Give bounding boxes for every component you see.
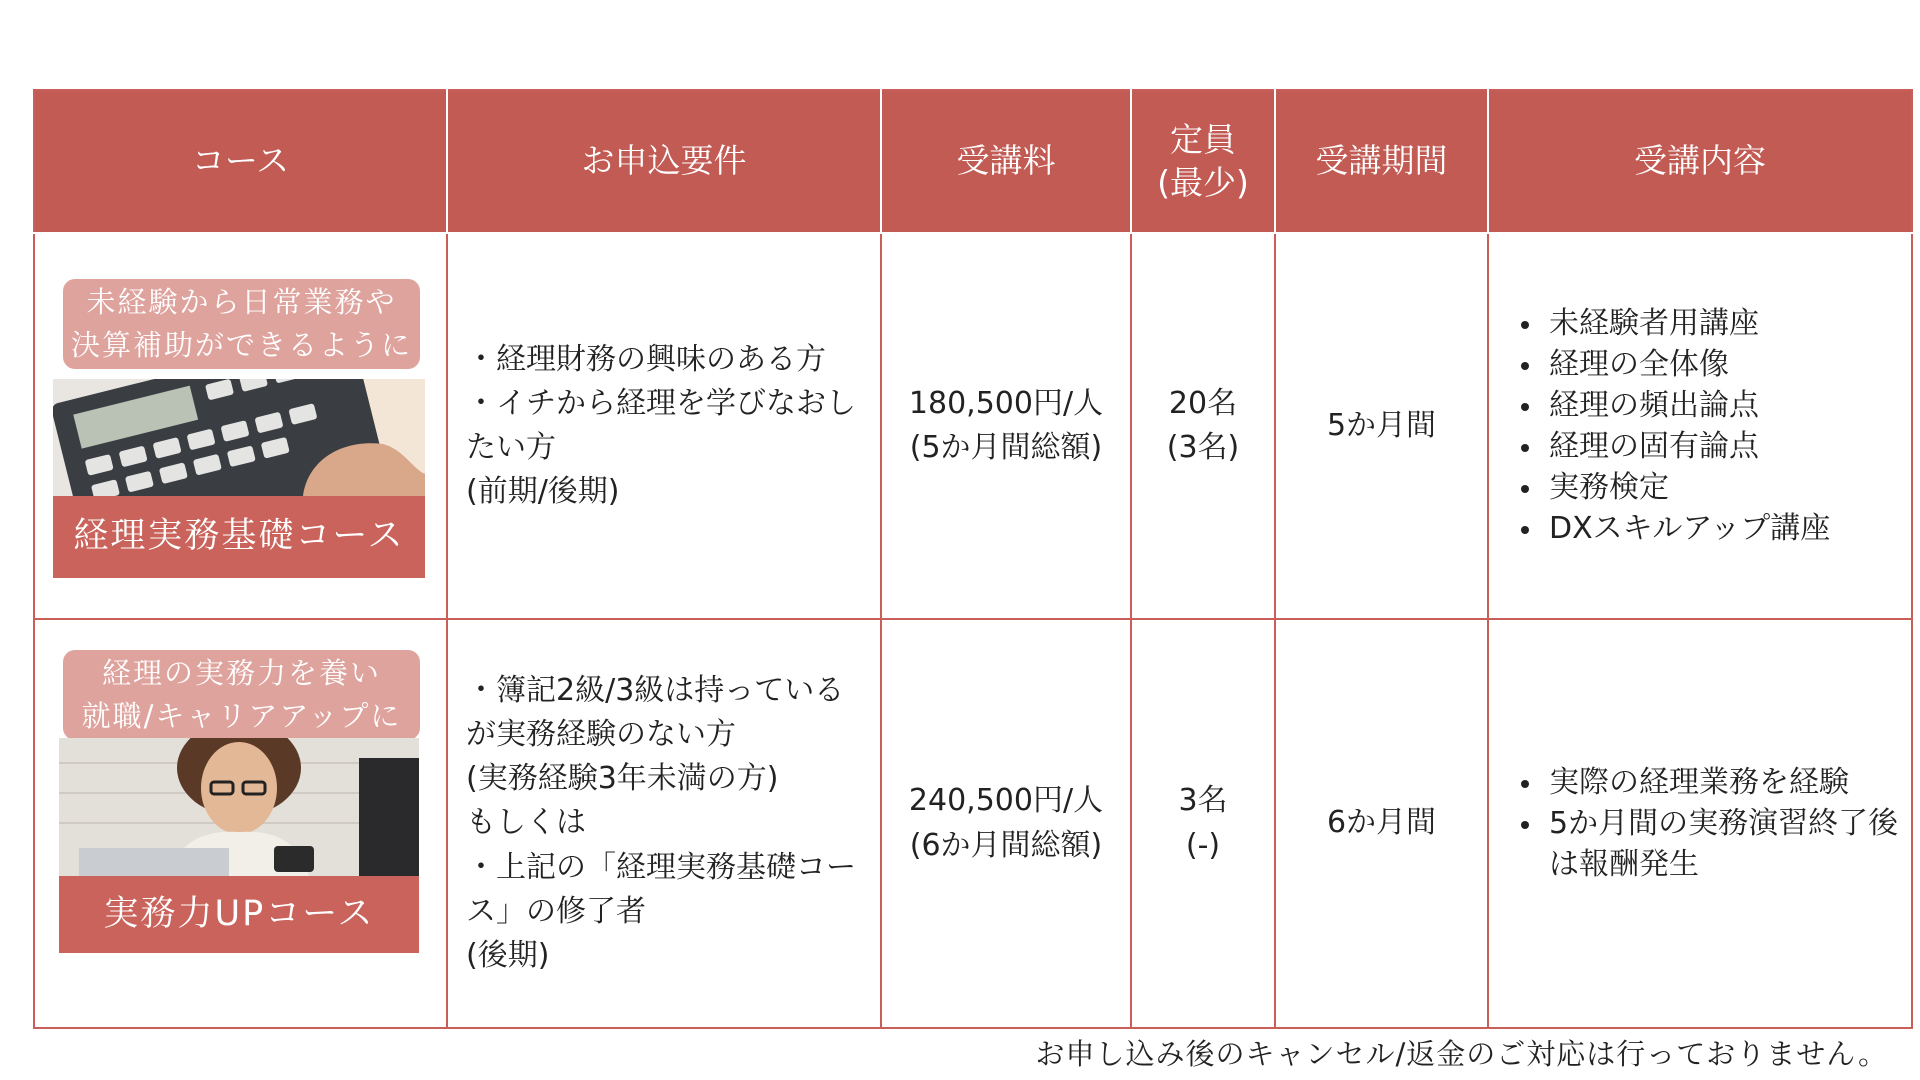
header-course: コース [34,90,447,233]
course-card [35,620,446,1027]
capacity-minimum: (-) [1185,827,1221,863]
capacity-value: 20名 [1168,385,1238,421]
content-item: 実際の経理業務を経験 [1519,762,1901,803]
course-cell [34,619,447,1028]
content-item: 経理の全体像 [1519,344,1901,385]
content-item: 5か月間の実務演習終了後は報酬発生 [1519,803,1901,885]
tagline-line2: 決算補助ができるように [70,327,412,362]
requirement-line: ・上記の「経理実務基礎コース」の修了者 [466,849,856,929]
course-row [34,619,1912,1028]
header-capacity [1131,90,1275,233]
requirements-cell [447,233,881,619]
fee-cell [881,233,1131,619]
header-requirements: お申込要件 [447,90,881,233]
tagline-line1: 未経験から日常業務や [86,285,397,319]
content-list [1519,762,1901,885]
course-row [34,233,1912,619]
header-row [34,90,1912,233]
content-list [1519,303,1901,550]
content-cell [1488,233,1912,619]
content-item: DXスキルアップ講座 [1519,508,1901,549]
period-cell: 6か月間 [1275,619,1488,1028]
header-period: 受講期間 [1275,90,1488,233]
capacity-cell [1131,619,1275,1028]
header-fee: 受講料 [881,90,1131,233]
header-capacity-line2: (最少) [1157,162,1249,202]
course-tagline [63,650,420,740]
course-card [35,234,446,618]
period-cell: 5か月間 [1275,233,1488,619]
content-item: 経理の固有論点 [1519,426,1901,467]
header-content: 受講内容 [1488,90,1912,233]
course-tagline [63,279,420,369]
requirement-line: もしくは [466,805,586,841]
content-item: 実務検定 [1519,467,1901,508]
capacity-value: 3名 [1178,783,1228,819]
content-item: 経理の頻出論点 [1519,385,1901,426]
requirements-cell [447,619,881,1028]
tagline-line2: 就職/キャリアアップに [81,698,402,733]
requirement-line: (後期) [466,937,550,973]
requirement-line: ・簿記2級/3級は持っているが実務経験のない方 [466,673,845,753]
tagline-line1: 経理の実務力を養い [101,656,381,690]
content-item: 未経験者用講座 [1519,303,1901,344]
requirement-line: (前期/後期) [466,474,620,510]
capacity-cell [1131,233,1275,619]
course-name: 実務力UPコース [59,876,419,953]
fee-amount: 180,500円/人 [908,385,1104,421]
fee-total: (5か月間総額) [909,430,1103,465]
woman-with-laptop-photo [59,738,419,876]
fee-amount: 240,500円/人 [908,783,1104,819]
header-capacity-line1: 定員 [1170,119,1236,159]
cancellation-note: お申し込み後のキャンセル/返金のご対応は行っておりません。 [1035,1037,1888,1071]
requirement-line: (実務経験3年未満の方) [466,761,779,797]
requirement-line: ・イチから経理を学びなおしたい方 [466,385,856,465]
course-name: 経理実務基礎コース [53,496,425,578]
course-table [33,89,1913,1029]
capacity-minimum: (3名) [1166,430,1240,465]
content-cell [1488,619,1912,1028]
requirement-line: ・経理財務の興味のある方 [466,341,826,377]
fee-cell [881,619,1131,1028]
course-cell [34,233,447,619]
calculator-photo [53,379,425,496]
fee-total: (6か月間総額) [909,827,1103,863]
